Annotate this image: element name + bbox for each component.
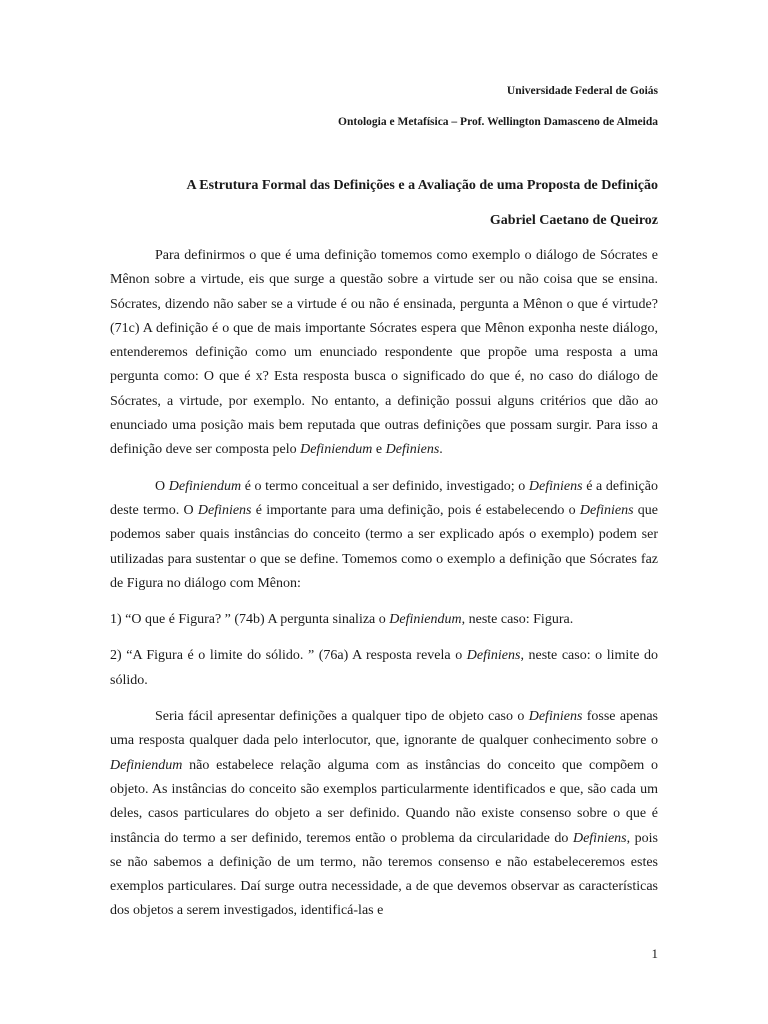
- author-name: Gabriel Caetano de Queiroz: [489, 213, 658, 228]
- paragraph-3: 1) “O que é Figura? ” (74b) A pergunta sinaliza o Definiendum, neste caso: Figura.: [110, 612, 574, 628]
- document-title: A Estrutura Formal das Definições e a Avaliação de uma Proposta de Definição: [186, 178, 658, 193]
- paragraph-2: O Definiendum é o termo conceitual a ser definido, investigado; o Definiens é a definição deste termo. O Definiens é importante para uma definição, pois é estabelecendo o Definiens que podemos saber quais instâncias do conceito (termo a ser explicado após o exemplo) podem ser utilizadas para sustentar o que se define. Tomemos como o exemplo a definição que Sócrates faz de Figura no diálogo com Mênon:: [110, 478, 659, 591]
- document-body: [110, 244, 658, 924]
- term-definiens: Definiens: [528, 478, 583, 494]
- term-definiendum: Definiendum: [110, 757, 183, 773]
- term-definiens: Definiens: [197, 502, 252, 518]
- term-definiendum: Definiendum: [389, 612, 462, 628]
- term-definiens: Definiens: [385, 442, 440, 458]
- term-definiens: Definiens: [572, 830, 627, 846]
- university-header: Universidade Federal de Goiás: [506, 85, 658, 97]
- term-definiens: Definiens: [466, 648, 521, 664]
- term-definiendum: Definiendum: [300, 442, 373, 458]
- page-number: 1: [651, 946, 658, 961]
- term-definiendum: Definiendum: [168, 478, 242, 494]
- course-header: Ontologia e Metafísica – Prof. Wellington Damasceno de Almeida: [338, 116, 658, 128]
- paragraph-5: Seria fácil apresentar definições a qualquer tipo de objeto caso o Definiens fosse apenas uma resposta qualquer dada pelo interlocutor, que, ignorante de qualquer conhecimento sobre o Definiendum não estabelece relação alguma com as instâncias do conceito que compõem o objeto. As instâncias do conceito são exemplos particularmente identificados e que, são cada um deles, casos particulares do objeto a ser definido. Quando não existe consenso sobre o que é instância do termo a ser definido, teremos então o problema da circularidade do Definiens, pois se não sabemos a definição de um termo, não teremos consenso e não estabeleceremos estes exemplos particulares. Daí surge outra necessidade, a de que devemos observar as características dos objetos a serem investigados, identificá-las e: [110, 709, 659, 919]
- term-definiens: Definiens: [579, 502, 634, 518]
- term-definiens: Definiens: [528, 709, 583, 725]
- paragraph-4: 2) “A Figura é o limite do sólido. ” (76a) A resposta revela o Definiens, neste caso: o limite do sólido.: [110, 648, 658, 688]
- paragraph-1: Para definirmos o que é uma definição tomemos como exemplo o diálogo de Sócrates e Mênon sobre a virtude, eis que surge a questão sobre a virtude ser ou não coisa que se ensina. Sócrates, dizendo não saber se a virtude é ou não é ensinada, pergunta a Mênon o que é virtude? (71c) A definição é o que de mais importante Sócrates espera que Mênon exponha neste diálogo, entenderemos definição como um enunciado respondente que propõe uma resposta a uma pergunta como: O que é x? Esta resposta busca o significado do que é, no caso do diálogo de Sócrates, a virtude, por exemplo. No entanto, a definição possui alguns critérios que dão ao enunciado uma posição mais bem reputada que outras definições que possam surgir. Para isso a definição deve ser composta pelo Definiendum e Definiens.: [110, 248, 658, 458]
